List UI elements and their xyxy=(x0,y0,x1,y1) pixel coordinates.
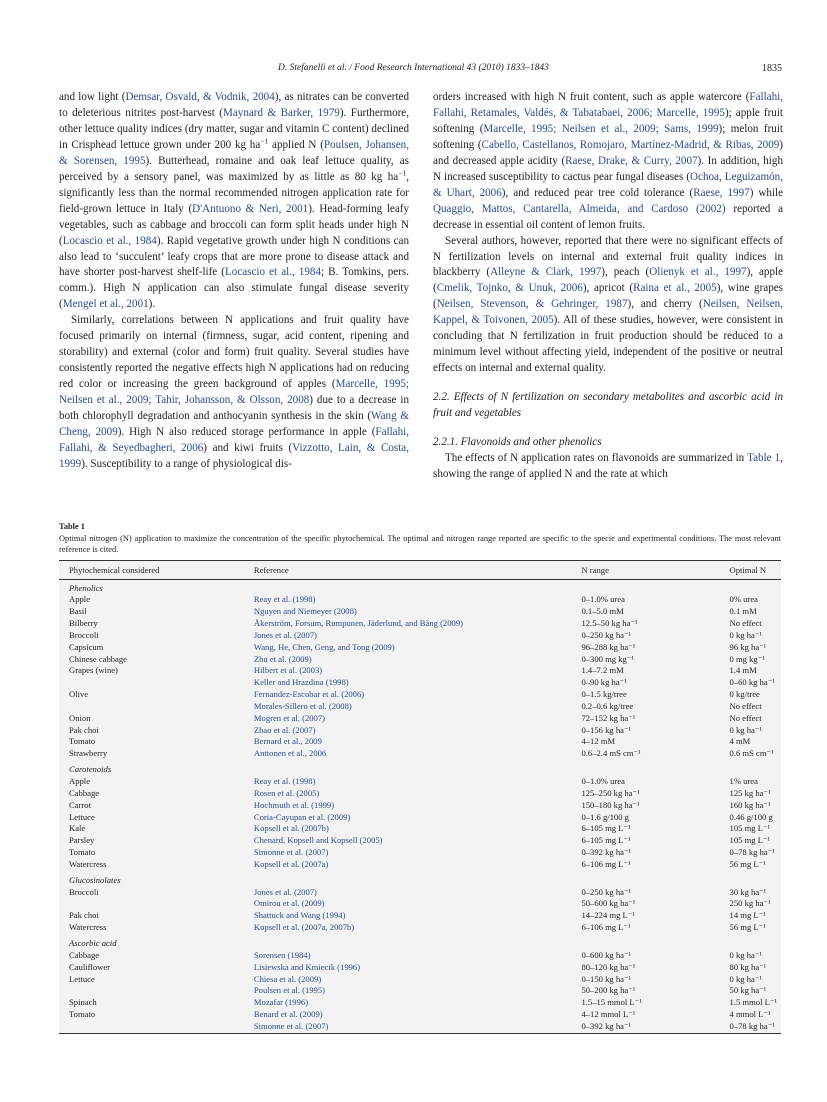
table-row xyxy=(59,776,781,788)
table-row xyxy=(59,748,781,760)
crop-cell: Grapes (wine) xyxy=(69,665,118,676)
reference-link[interactable]: Kopsell et al. (2007a) xyxy=(253,858,329,869)
crop-cell: Pak choi xyxy=(69,724,99,735)
table-row xyxy=(59,618,781,630)
citation-link[interactable]: Mengel et al., 2001 xyxy=(62,298,149,311)
n-range-cell: 0.6–2.4 mS cm⁻¹ xyxy=(581,748,641,759)
reference-link[interactable]: Morales-Sillero et al. (2008) xyxy=(253,700,352,711)
citation-link[interactable]: Marcelle, 1995; Neilsen et al., 2009; Tahir, Johansson, & Olsson, 2008 xyxy=(59,378,409,407)
n-range-cell: 0–392 kg ha⁻¹ xyxy=(581,1020,632,1031)
crop-cell: Broccoli xyxy=(69,629,99,640)
citation-link[interactable]: Locascio et al., 1984 xyxy=(225,266,322,279)
table-row xyxy=(59,677,781,689)
table-row xyxy=(59,689,781,701)
text-run: ), and reduced pear tree cold tolerance ( xyxy=(501,186,694,199)
table-row xyxy=(59,1021,781,1033)
n-range-cell: 0–1.5 kg/tree xyxy=(581,689,627,700)
crop-cell: Apple xyxy=(69,594,91,605)
text-run: ). xyxy=(148,298,156,311)
optimal-n-cell: 0 kg ha⁻¹ xyxy=(729,949,762,960)
reference-link[interactable]: Wang, He, Chen, Geng, and Tong (2009) xyxy=(253,641,395,652)
column-header-phytochemical: Phytochemical considered xyxy=(69,565,160,575)
text-run: ), peach ( xyxy=(601,266,650,279)
running-head xyxy=(0,63,827,77)
crop-cell: Cabbage xyxy=(69,949,100,960)
optimal-n-cell: 0–78 kg ha⁻¹ xyxy=(729,847,775,858)
table-row xyxy=(59,859,781,871)
crop-cell: Parsley xyxy=(69,835,95,846)
citation-link[interactable]: Raese, 1997 xyxy=(693,186,750,199)
crop-cell xyxy=(59,701,244,713)
table-row xyxy=(59,654,781,666)
table-caption xyxy=(59,521,781,556)
crop-cell: Spinach xyxy=(69,997,97,1008)
column-header-n-range: N range xyxy=(581,565,609,575)
citation-link[interactable]: D'Antuono & Neri, 2001 xyxy=(192,202,309,215)
optimal-n-cell: 56 mg L⁻¹ xyxy=(729,858,766,869)
text-run: ); melon fruit softening ( xyxy=(433,122,783,151)
text-run: The effects of N application rates on flavonoids are summarized in xyxy=(445,452,748,465)
right-column xyxy=(433,90,783,483)
optimal-n-cell: No effect xyxy=(729,618,762,629)
citation-link[interactable]: Locascio et al., 1984 xyxy=(62,234,157,247)
reference-link[interactable]: Kopsell et al. (2007b) xyxy=(253,823,329,834)
reference-link[interactable]: Chenard, Kopsell and Kopsell (2005) xyxy=(253,835,383,846)
n-range-cell: 150–180 kg ha⁻¹ xyxy=(581,799,640,810)
n-range-cell: 125–250 kg ha⁻¹ xyxy=(581,787,640,798)
text-run: ); apple fruit softening ( xyxy=(433,106,783,135)
table-row xyxy=(59,898,781,910)
n-range-cell: 0.1–5.0 mM xyxy=(581,606,624,617)
crop-cell: Tomato xyxy=(69,1009,96,1020)
phytochemical-table xyxy=(59,560,781,1034)
reference-link[interactable]: Simonne et al. (2007) xyxy=(253,847,329,858)
text-run: ), apricot ( xyxy=(582,282,634,295)
reference-link[interactable]: Hilbert et al. (2003) xyxy=(253,665,323,676)
optimal-n-cell: 250 kg ha⁻¹ xyxy=(729,898,771,909)
reference-link[interactable]: Rosen et al. (2005) xyxy=(253,787,320,798)
n-range-cell: 50–600 kg ha⁻¹ xyxy=(581,898,636,909)
table-row xyxy=(59,922,781,934)
text-run: ), and cherry ( xyxy=(627,298,703,311)
citation-link[interactable]: Cmelik, Tojnko, & Unuk, 2006 xyxy=(436,282,583,295)
table-row xyxy=(59,788,781,800)
crop-cell xyxy=(59,985,244,997)
reference-link[interactable]: Reay et al. (1998) xyxy=(253,594,316,605)
n-range-cell: 6–106 mg L⁻¹ xyxy=(581,858,631,869)
crop-cell xyxy=(59,898,244,910)
reference-link[interactable]: Kopsell et al. (2007a, 2007b) xyxy=(253,922,355,933)
group-name: Phenolics xyxy=(69,582,103,593)
table-row xyxy=(59,962,781,974)
n-range-cell: 12.5–50 kg ha⁻¹ xyxy=(581,618,638,629)
crop-cell: Strawberry xyxy=(69,748,108,759)
n-range-cell: 0–1.0% urea xyxy=(581,594,625,605)
citation-link[interactable]: Vizzotto, Lain, & Costa, 1999 xyxy=(59,441,409,470)
n-range-cell: 0–392 kg ha⁻¹ xyxy=(581,847,632,858)
optimal-n-cell: 0 kg/tree xyxy=(729,689,760,700)
text-run: 2.2.1. Flavonoids and other phenolics xyxy=(433,436,602,449)
superscript: −1 xyxy=(398,168,407,178)
paragraph xyxy=(59,90,409,313)
optimal-n-cell: 0–78 kg ha⁻¹ xyxy=(729,1020,775,1031)
table-row xyxy=(59,725,781,737)
group-name: Carotenoids xyxy=(69,764,112,775)
optimal-n-cell: 0–60 kg ha⁻¹ xyxy=(729,677,775,688)
paragraph xyxy=(59,313,409,473)
text-run: ) while xyxy=(749,186,783,199)
optimal-n-cell: 160 kg ha⁻¹ xyxy=(729,799,771,810)
reference-link[interactable]: Zhao et al. (2007) xyxy=(253,724,316,735)
n-range-cell: 0–600 kg ha⁻¹ xyxy=(581,949,632,960)
table-row xyxy=(59,950,781,962)
n-range-cell: 4–12 mM xyxy=(581,736,616,747)
optimal-n-cell: 4 mM xyxy=(729,736,751,747)
table-row xyxy=(59,713,781,725)
n-range-cell: 0–1.6 g/100 g xyxy=(581,811,629,822)
table-group-row xyxy=(59,938,781,950)
text-run: reported a decrease in essential oil content of lemon fruits. xyxy=(433,202,783,231)
text-run: ). In addition, high N increased susceptibility to cactus pear fungal diseases ( xyxy=(433,154,783,183)
optimal-n-cell: 0.6 mS cm⁻¹ xyxy=(729,748,774,759)
table-row xyxy=(59,736,781,748)
optimal-n-cell: 0 kg ha⁻¹ xyxy=(729,724,762,735)
optimal-n-cell: 96 kg ha⁻¹ xyxy=(729,641,767,652)
citation-link[interactable]: Quaggio, Mattos, Cantarella, Almeida, and Cardoso (2002) xyxy=(433,202,726,215)
text-run: ). High N also reduced storage performance in apple ( xyxy=(117,426,376,439)
paragraph xyxy=(433,234,783,378)
text-run: , significantly less than the normal recommended nitrogen application rate for field-grown lettuce in Italy ( xyxy=(59,170,409,215)
table-row xyxy=(59,812,781,824)
n-range-cell: 0–250 kg ha⁻¹ xyxy=(581,886,632,897)
table-row xyxy=(59,887,781,899)
n-range-cell: 6–105 mg L⁻¹ xyxy=(581,823,631,834)
crop-cell: Olive xyxy=(69,689,89,700)
table-row xyxy=(59,665,781,677)
reference-link[interactable]: Fernandez-Escobar et al. (2006) xyxy=(253,689,365,700)
optimal-n-cell: 0.1 mM xyxy=(729,606,757,617)
crop-cell: Chinese cabbage xyxy=(69,653,127,664)
paragraph xyxy=(433,90,783,234)
n-range-cell: 96–288 kg ha⁻¹ xyxy=(581,641,636,652)
text-run: ). Furthermore, other lettuce quality indices (dry matter, sugar and vitamin C content) declined in Crisphead lettuce grown under 200 kg ha xyxy=(59,106,410,151)
table-row xyxy=(59,910,781,922)
reference-link[interactable]: Jones et al. (2007) xyxy=(253,629,317,640)
optimal-n-cell: 50 kg ha⁻¹ xyxy=(729,985,767,996)
citation-link[interactable]: Poulsen, Johansen, & Sorensen, 1995 xyxy=(59,138,409,167)
crop-cell: Carrot xyxy=(69,799,91,810)
text-run: ), as nitrates can be converted to deleterious nitrites post-harvest ( xyxy=(59,91,409,119)
n-range-cell: 50–200 kg ha⁻¹ xyxy=(581,985,636,996)
text-run: ), apple ( xyxy=(433,266,784,295)
reference-link[interactable]: Chiesa et al. (2009) xyxy=(253,973,322,984)
crop-cell: Capsicum xyxy=(69,641,104,652)
crop-cell: Onion xyxy=(69,712,91,723)
text-run: ). Head-forming leafy vegetables, such as cabbage and broccoli can form split heads under high N ( xyxy=(59,202,409,247)
n-range-cell: 80–120 kg ha⁻¹ xyxy=(581,961,636,972)
optimal-n-cell: 0% urea xyxy=(729,594,758,605)
crop-cell xyxy=(59,1021,244,1033)
text-run: Several authors, however, reported that there were no significant effects of N fertilization levels on internal and external fruit quality indices in blackberry ( xyxy=(433,234,783,279)
n-range-cell: 0–300 mg kg⁻¹ xyxy=(581,653,634,664)
citation-link[interactable]: Demsar, Osvald, & Vodnik, 2004 xyxy=(125,91,275,103)
citation-link[interactable]: Alleyne & Clark, 1997 xyxy=(490,266,602,279)
table-row xyxy=(59,800,781,812)
reference-link[interactable]: Poulsen et al. (1995) xyxy=(253,985,326,996)
text-run: ). Rapid vegetative growth under high N conditions can also lead to ‘succulent’ leafy crops that are more prone to disease attack and have shorter post-harvest shelf-life ( xyxy=(59,234,410,279)
table-header-row xyxy=(59,560,781,579)
n-range-cell: 14–224 mg L⁻¹ xyxy=(581,910,635,921)
table-caption-text: Optimal nitrogen (N) application to maximize the concentration of the specific phytochemical. The optimal and nitrogen range reported are specific to the specie and experimental conditions. The most relevant reference is cited. xyxy=(59,533,781,554)
citation-link[interactable]: Ochoa, Leguizamón, & Uhart, 2006 xyxy=(433,170,783,199)
table-row xyxy=(59,847,781,859)
crop-cell: Pak choi xyxy=(69,910,99,921)
text-run: ). Susceptibility to a range of physiological dis- xyxy=(81,457,292,470)
left-column xyxy=(59,90,409,473)
text-run: ), wine grapes ( xyxy=(433,282,783,311)
table-row xyxy=(59,985,781,997)
crop-cell xyxy=(59,677,244,689)
citation-link[interactable]: Olienyk et al., 1997 xyxy=(649,266,747,279)
table-row xyxy=(59,1009,781,1021)
text-run: 2.2. Effects of N fertilization on secondary metabolites and ascorbic acid in fruit and vegetables xyxy=(433,391,783,420)
reference-link[interactable]: Mozafar (1996) xyxy=(253,997,309,1008)
crop-cell: Watercress xyxy=(69,858,107,869)
text-run: ) and decreased apple acidity ( xyxy=(433,138,783,167)
text-run: ) due to a decrease in both chlorophyll degradation and anthocyanin synthesis in the skin ( xyxy=(59,394,409,423)
table-label: Table 1 xyxy=(59,522,85,531)
citation-link[interactable]: Marcelle, 1995; Neilsen et al., 2009; Sams, 1999 xyxy=(483,122,719,135)
table-group-row xyxy=(59,875,781,887)
citation-link[interactable]: Neilsen, Stevenson, & Gehringer, 1987 xyxy=(436,298,628,311)
section-heading xyxy=(433,390,783,422)
optimal-n-cell: 4 mmol L⁻¹ xyxy=(729,1009,771,1020)
optimal-n-cell: No effect xyxy=(729,712,762,723)
optimal-n-cell: 30 kg ha⁻¹ xyxy=(729,886,767,897)
table-row xyxy=(59,642,781,654)
crop-cell: Cabbage xyxy=(69,787,100,798)
optimal-n-cell: 0.46 g/100 g xyxy=(729,811,773,822)
superscript: −1 xyxy=(260,136,269,146)
n-range-cell: 6–106 mg L⁻¹ xyxy=(581,922,631,933)
citation-link[interactable]: Raese, Drake, & Curry, 2007 xyxy=(565,154,698,167)
crop-cell: Watercress xyxy=(69,922,107,933)
text-run: ; B. Tomkins, pers. comm.). High N application can also stimulate fungal disease severity ( xyxy=(59,266,409,311)
crop-cell: Basil xyxy=(69,606,87,617)
table-row xyxy=(59,974,781,986)
group-name: Glucosinolates xyxy=(69,874,121,885)
n-range-cell: 1.4–7.2 mM xyxy=(581,665,624,676)
optimal-n-cell: 14 mg L⁻¹ xyxy=(729,910,766,921)
citation-link[interactable]: Fallahi, Fallahi, Retamales, Valdés, & Tabatabaei, 2006; Marcelle, 1995 xyxy=(433,91,783,119)
table-row xyxy=(59,594,781,606)
text-run: orders increased with high N fruit content, such as apple watercore ( xyxy=(433,91,750,103)
optimal-n-cell: 1% urea xyxy=(729,776,758,786)
crop-cell: Cauliflower xyxy=(69,961,111,972)
crop-cell: Lettuce xyxy=(69,811,95,822)
optimal-n-cell: No effect xyxy=(729,700,762,711)
text-run: Similarly, correlations between N applications and fruit quality have focused primarily on internal (firmness, sugar, acid content, ripening and storability) and external (color and form) fruit quality. Several studies have consistently reported the negative effects high N applications had on reducing red color or increasing the green background of apples ( xyxy=(59,314,409,391)
text-run: ). Butterhead, romaine and oak leaf lettuce quality, as perceived by a sensory panel, was maximized by as little as 80 kg ha xyxy=(59,154,410,183)
text-run: ). All of these studies, however, were consistent in concluding that N fertilization in fruit production should be reduced to a minimum level without affecting yield, independent of the positive or neutral effects on internal and external quality. xyxy=(433,314,784,375)
reference-link[interactable]: Jones et al. (2007) xyxy=(253,886,317,897)
optimal-n-cell: 105 mg L⁻¹ xyxy=(729,835,771,846)
crop-cell: Apple xyxy=(69,776,91,786)
citation-link[interactable]: Table 1 xyxy=(747,452,781,465)
reference-link[interactable]: Omirou et al. (2009) xyxy=(253,898,325,909)
table-row xyxy=(59,997,781,1009)
text-run: applied N ( xyxy=(268,138,324,151)
reference-link[interactable]: Åkerström, Forsum, Rumpunen, Jäderlund, and Bång (2009) xyxy=(253,618,463,629)
reference-link[interactable]: Shattuck and Wang (1994) xyxy=(253,910,346,921)
n-range-cell: 1.5–15 mmol L⁻¹ xyxy=(581,997,642,1008)
table-group-row xyxy=(59,579,781,594)
journal-citation: D. Stefanelli et al. / Food Research International 43 (2010) 1833–1843 xyxy=(278,63,549,73)
n-range-cell: 0.2–0.6 kg/tree xyxy=(581,700,634,711)
reference-link[interactable]: Bernard et al., 2009 xyxy=(253,736,322,747)
citation-link[interactable]: Neilsen, Neilsen, Kappel, & Toivonen, 2005 xyxy=(433,298,783,327)
crop-cell: Bilberry xyxy=(69,618,98,629)
text-run: and low light ( xyxy=(59,91,126,103)
reference-link[interactable]: Sorensen (1984) xyxy=(253,949,311,960)
citation-link[interactable]: Cabello, Castellanos, Romojaro, Martínez-Madrid, & Ribas, 2009 xyxy=(481,138,780,151)
crop-cell: Lettuce xyxy=(69,973,95,984)
optimal-n-cell: 1.5 mmol L⁻¹ xyxy=(729,997,777,1008)
table-1 xyxy=(59,521,781,1034)
reference-link[interactable]: Reay et al. (1998) xyxy=(253,776,316,786)
reference-link[interactable]: Simonne et al. (2007) xyxy=(253,1020,329,1031)
table-row xyxy=(59,823,781,835)
table-row xyxy=(59,701,781,713)
page-number: 1835 xyxy=(762,63,782,74)
reference-link[interactable]: Lisiewska and Kmiecik (1996) xyxy=(253,961,361,972)
optimal-n-cell: 0 mg kg⁻¹ xyxy=(729,653,765,664)
n-range-cell: 0–250 kg ha⁻¹ xyxy=(581,629,632,640)
n-range-cell: 0–1.0% urea xyxy=(581,776,625,786)
optimal-n-cell: 1.4 mM xyxy=(729,665,757,676)
optimal-n-cell: 0 kg ha⁻¹ xyxy=(729,629,762,640)
table-group-row xyxy=(59,764,781,776)
n-range-cell: 72–152 kg ha⁻¹ xyxy=(581,712,636,723)
reference-link[interactable]: Benard et al. (2009) xyxy=(253,1009,323,1020)
optimal-n-cell: 105 mg L⁻¹ xyxy=(729,823,771,834)
optimal-n-cell: 0 kg ha⁻¹ xyxy=(729,973,762,984)
table-row xyxy=(59,606,781,618)
reference-link[interactable]: Nguyen and Niemeyer (2008) xyxy=(253,606,357,617)
optimal-n-cell: 56 mg L⁻¹ xyxy=(729,922,766,933)
crop-cell: Kale xyxy=(69,823,86,834)
n-range-cell: 0–156 kg ha⁻¹ xyxy=(581,724,632,735)
n-range-cell: 4–12 mmol L⁻¹ xyxy=(581,1009,636,1020)
reference-link[interactable]: Keller and Hrazdina (1998) xyxy=(253,677,349,688)
n-range-cell: 6–105 mg L⁻¹ xyxy=(581,835,631,846)
optimal-n-cell: 80 kg ha⁻¹ xyxy=(729,961,767,972)
column-header-optimal-n: Optimal N xyxy=(729,565,767,575)
citation-link[interactable]: Fallahi, Fallahi, & Seyedbagheri, 2006 xyxy=(59,426,409,454)
n-range-cell: 0–90 kg ha⁻¹ xyxy=(581,677,627,688)
crop-cell: Broccoli xyxy=(69,886,99,897)
reference-link[interactable]: Zhu et al. (2009) xyxy=(253,653,312,664)
reference-link[interactable]: Coria-Cayupan et al. (2009) xyxy=(253,811,351,822)
reference-link[interactable]: Anttonen et al., 2006 xyxy=(253,748,327,759)
text-run: , showing the range of applied N and the rate at which xyxy=(433,452,783,480)
crop-cell: Tomato xyxy=(69,736,96,747)
reference-link[interactable]: Mogren et al. (2007) xyxy=(253,712,326,723)
paragraph xyxy=(433,451,783,483)
table-row xyxy=(59,630,781,642)
optimal-n-cell: 125 kg ha⁻¹ xyxy=(729,787,771,798)
group-name: Ascorbic acid xyxy=(69,937,117,948)
subsection-heading xyxy=(433,435,783,451)
n-range-cell: 0–150 kg ha⁻¹ xyxy=(581,973,632,984)
citation-link[interactable]: Maynard & Barker, 1979 xyxy=(222,106,340,119)
citation-link[interactable]: Wang & Cheng, 2009 xyxy=(59,410,409,439)
crop-cell: Tomato xyxy=(69,847,96,858)
table-row xyxy=(59,835,781,847)
text-run: ) and kiwi fruits ( xyxy=(203,441,293,454)
citation-link[interactable]: Raina et al., 2005 xyxy=(633,282,717,295)
reference-link[interactable]: Hochmuth et al. (1999) xyxy=(253,799,335,810)
column-header-reference: Reference xyxy=(253,565,289,575)
